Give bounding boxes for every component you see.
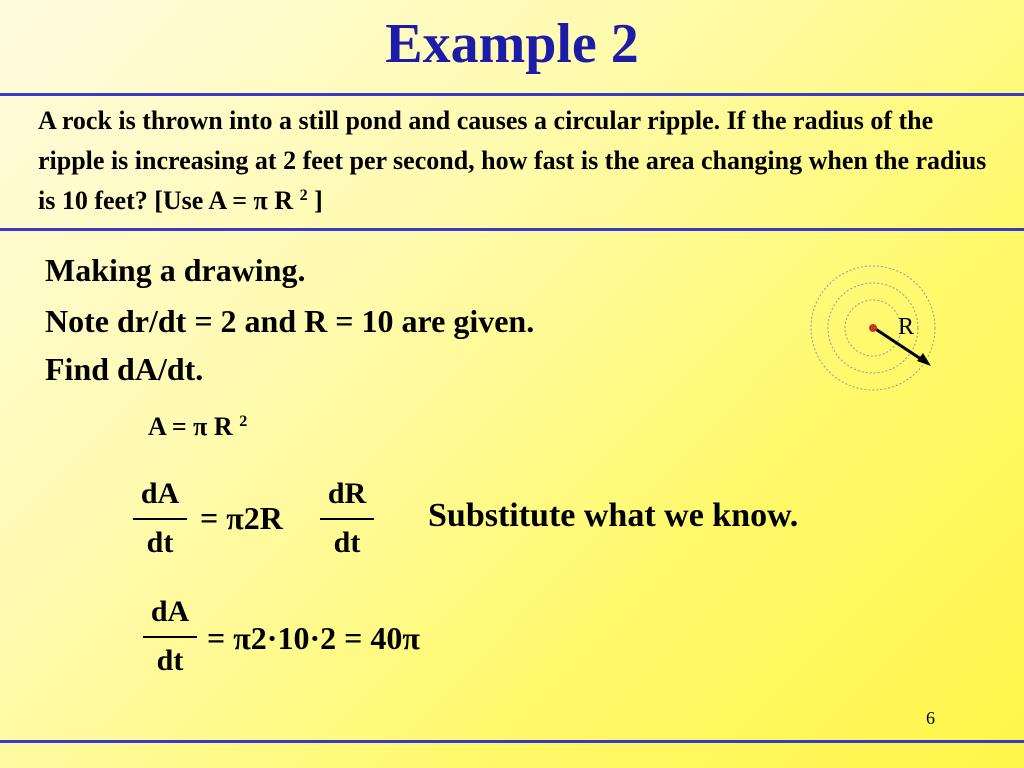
eq1-lhs-numerator: dA (140, 477, 180, 510)
eq1-rhs-bar (320, 518, 374, 520)
eq1-lhs-bar (133, 518, 187, 520)
eq2-lhs-bar (143, 636, 197, 638)
ripple-svg (805, 262, 945, 392)
radius-arrowhead (917, 353, 931, 366)
top-rule (0, 93, 1024, 96)
eq1-lhs-denominator: dt (146, 526, 174, 559)
eq2-lhs-denominator: dt (156, 644, 184, 677)
eq2-lhs-fraction (143, 595, 197, 678)
eq1-middle: = π2R (200, 500, 283, 536)
eq2-lhs-numerator: dA (150, 595, 190, 628)
eq1-rhs-denominator: dt (333, 526, 361, 559)
bottom-rule (0, 740, 1024, 743)
area-formula (148, 412, 247, 442)
ripple-center-dot (869, 324, 877, 332)
problem-text: A rock is thrown into a still pond and causes a circular ripple. If the radius of the ripple is increasing at 2 feet per second, how fast is the area changing when the radius is 10 feet? [Use A = π R (38, 106, 987, 215)
eq2-rhs: = π2·10·2 = 40π (207, 620, 420, 656)
step-given-values: Note dr/dt = 2 and R = 10 are given. (45, 303, 535, 339)
radius-label: R (898, 314, 915, 340)
eq1-rhs-fraction (320, 477, 374, 560)
substitute-note: Substitute what we know. (428, 497, 799, 534)
step-making-drawing: Making a drawing. (45, 252, 306, 288)
problem-rule (0, 228, 1024, 231)
ripple-drawing (805, 262, 945, 397)
problem-text-end: ] (307, 186, 323, 215)
problem-statement (38, 101, 998, 221)
slide-title: Example 2 (385, 13, 639, 75)
page-number: 6 (926, 708, 935, 728)
area-formula-text: A = π R (148, 412, 233, 441)
problem-exponent: 2 (299, 187, 308, 205)
eq1-lhs-fraction (133, 477, 187, 560)
area-formula-exponent: 2 (239, 413, 248, 431)
eq1-rhs-numerator: dR (327, 477, 367, 510)
step-find: Find dA/dt. (45, 351, 204, 387)
